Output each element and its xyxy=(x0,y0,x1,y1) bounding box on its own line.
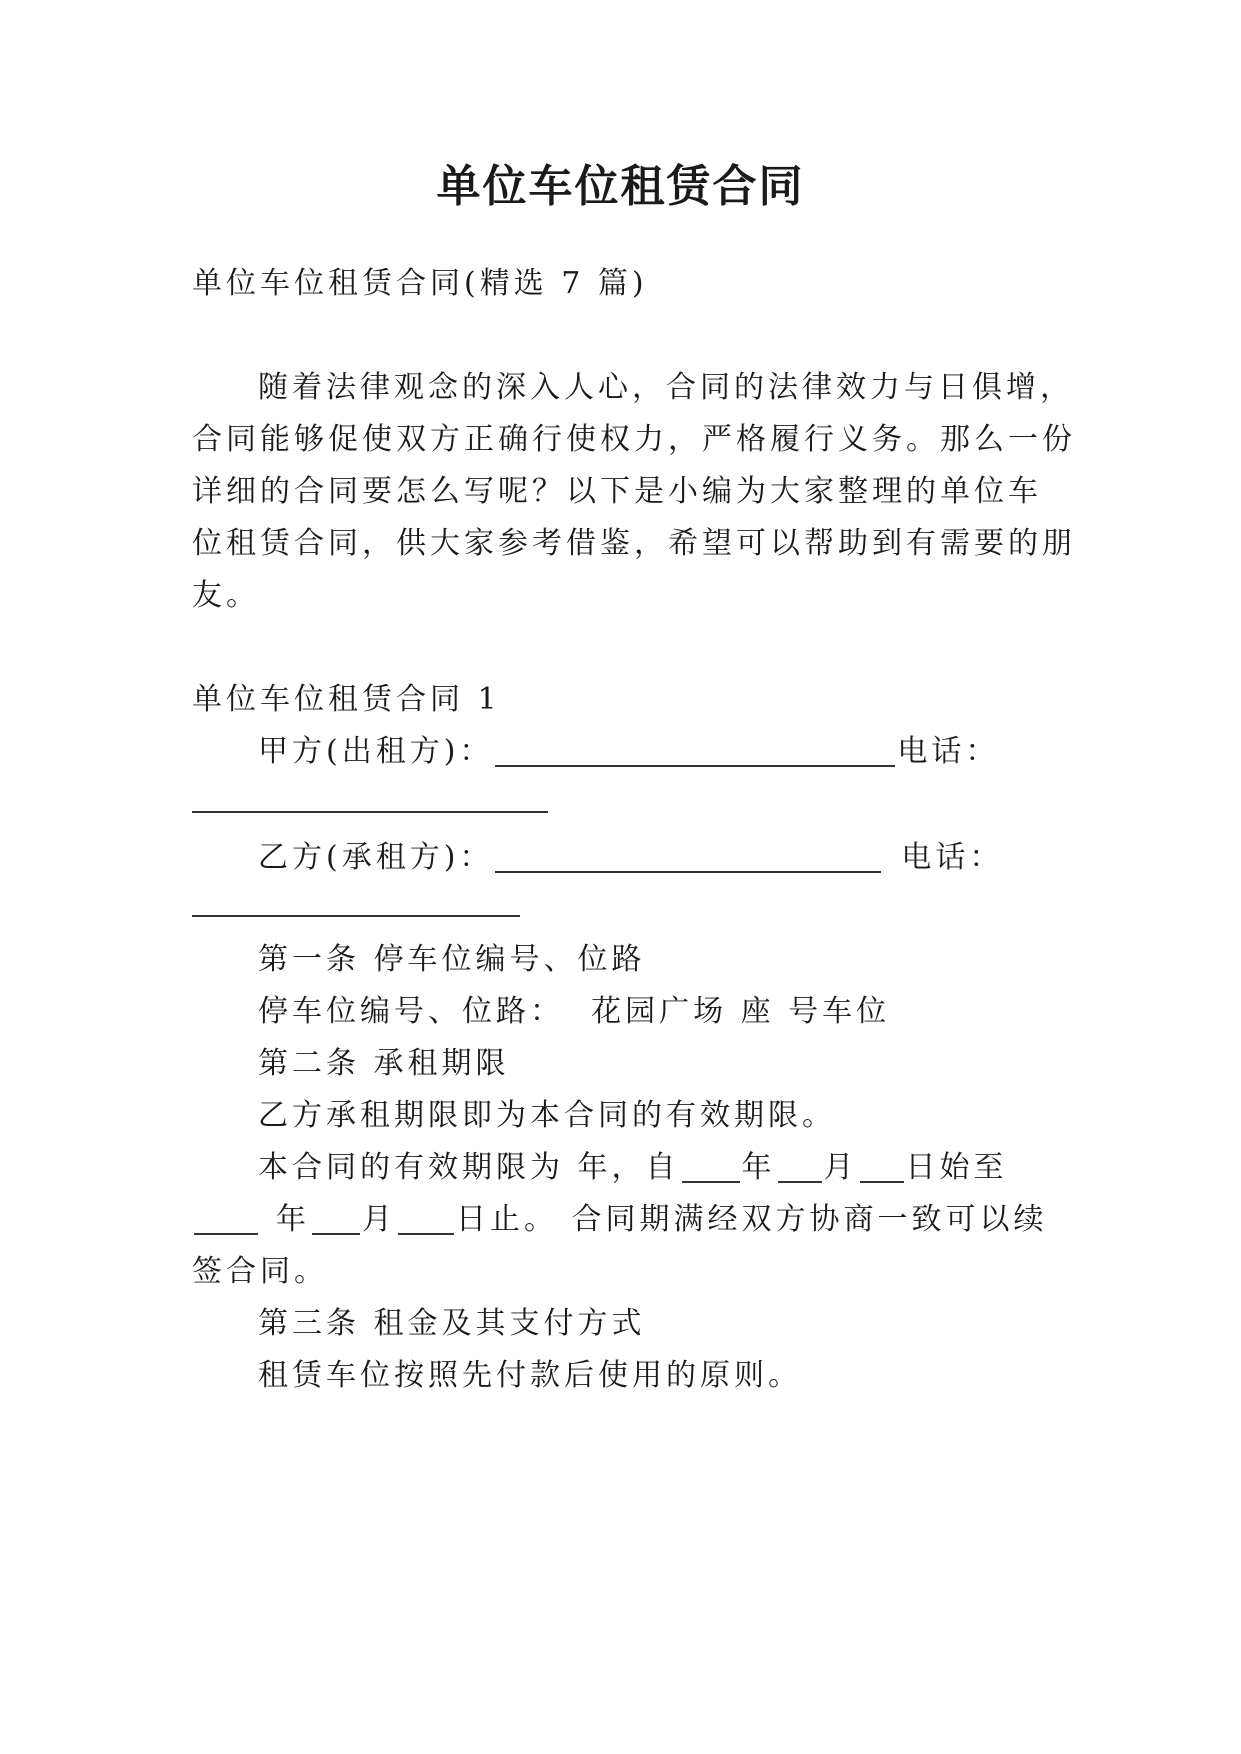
article-1-body-label: 停车位编号、位路： xyxy=(258,994,564,1029)
contract-heading: 单位车位租赁合同 1 xyxy=(192,682,501,717)
party-b-phone-label: 电话： xyxy=(901,840,1004,875)
party-a-name-blank xyxy=(495,735,895,767)
party-a-phone-blank xyxy=(192,811,548,813)
article-3-heading: 第三条 租金及其支付方式 xyxy=(258,1306,646,1341)
end-day-blank xyxy=(398,1203,454,1235)
end-month-blank xyxy=(312,1203,360,1235)
article-2-heading: 第二条 承租期限 xyxy=(258,1046,510,1081)
start-day-blank xyxy=(860,1151,904,1183)
start-day-label: 日始至 xyxy=(905,1150,1008,1185)
intro-line-5: 友。 xyxy=(192,578,260,613)
article-1-body xyxy=(258,992,1138,1032)
start-month-label: 月 xyxy=(823,1150,858,1185)
intro-line-1: 随着法律观念的深入人心，合同的法律效力与日俱增， xyxy=(258,370,1074,405)
start-year-blank xyxy=(682,1151,740,1183)
article-1-heading: 第一条 停车位编号、位路 xyxy=(258,942,646,977)
intro-line-3: 详细的合同要怎么写呢？以下是小编为大家整理的单位车 xyxy=(192,474,1042,509)
intro-line-4: 位租赁合同，供大家参考借鉴，希望可以帮助到有需要的朋 xyxy=(192,526,1076,561)
article-1-body-value: 花园广场 座 号车位 xyxy=(591,994,891,1029)
end-year-label: 年 xyxy=(276,1202,310,1237)
intro-line-2: 合同能够促使双方正确行使权力，严格履行义务。那么一份 xyxy=(192,422,1076,457)
article-2-line-4: 签合同。 xyxy=(192,1254,328,1289)
end-month-label: 月 xyxy=(362,1202,396,1237)
party-a-line xyxy=(258,732,1138,772)
party-b-label: 乙方(承租方)： xyxy=(258,840,494,875)
party-b-name-blank xyxy=(495,841,881,873)
end-year-blank xyxy=(194,1203,258,1235)
end-day-text: 日止。 合同期满经双方协商一致可以续 xyxy=(456,1202,1048,1237)
article-3-line-1: 租赁车位按照先付款后使用的原则。 xyxy=(258,1358,802,1393)
party-a-label: 甲方(出租方)： xyxy=(258,734,494,769)
term-intro-text: 本合同的有效期限为 年，自 xyxy=(258,1150,680,1185)
document-title: 单位车位租赁合同 xyxy=(436,161,805,212)
party-b-phone-blank xyxy=(192,915,520,917)
article-2-line-2 xyxy=(258,1148,1138,1188)
article-2-line-3 xyxy=(192,1200,1072,1240)
article-2-line-1: 乙方承租期限即为本合同的有效期限。 xyxy=(258,1098,836,1133)
start-month-blank xyxy=(778,1151,822,1183)
party-b-line xyxy=(258,838,1138,878)
start-year-label: 年 xyxy=(741,1150,776,1185)
party-a-phone-label: 电话： xyxy=(897,734,1000,769)
document-subtitle: 单位车位租赁合同(精选 7 篇) xyxy=(192,266,648,301)
